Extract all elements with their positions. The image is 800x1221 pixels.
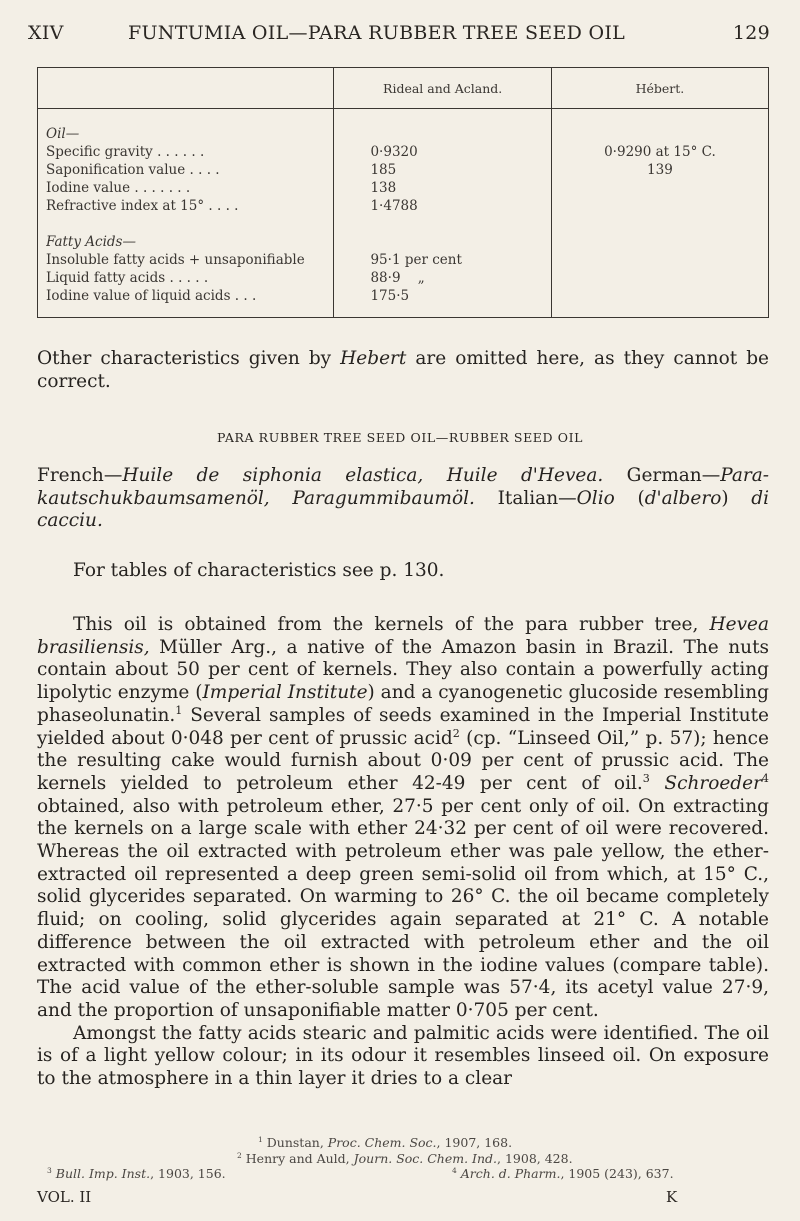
- volume-label: VOL. II: [37, 1188, 92, 1206]
- table-row-label: Liquid fatty acids . . . . .: [46, 270, 209, 286]
- table-cell-value: 0·9290 at 15° C.: [604, 144, 716, 160]
- rideal-values-cell: [334, 109, 551, 318]
- footnote-3-4: [37, 1166, 769, 1182]
- footnote-ref: 2: [452, 726, 460, 740]
- table-header-hebert: Hébert.: [551, 68, 768, 109]
- properties-table: [37, 67, 769, 318]
- table-row-label: Saponification value . . . .: [46, 162, 220, 178]
- table-row-label: Insoluble fatty acids + unsaponifiable: [46, 252, 305, 268]
- page-number: 129: [732, 22, 770, 44]
- footnote-2: $^2$ Henry and Auld, Journ. Soc. Chem. Ind., 1908, 428.: [237, 1150, 573, 1166]
- table-header-row: [38, 68, 769, 109]
- section-subheading: PARA RUBBER TREE SEED OIL—RUBBER SEED OIL: [216, 430, 584, 445]
- fatty-acids-section-heading: Fatty Acids—: [46, 234, 136, 250]
- footnote-1: $^1$ Dunstan, Proc. Chem. Soc., 1907, 168.: [258, 1134, 513, 1150]
- paragraph-table-reference: For tables of characteristics see p. 130.: [73, 560, 445, 581]
- table-row-label: Specific gravity . . . . . .: [46, 144, 205, 160]
- footnote-ref: 3: [642, 771, 650, 785]
- table-row-label: Iodine value of liquid acids . . .: [46, 288, 257, 304]
- table-cell-value: 0·9320: [370, 144, 418, 160]
- footnote-4: $^4$ Arch. d. Pharm., 1905 (243), 637.: [452, 1166, 674, 1182]
- table-cell-value: 95·1 per cent: [370, 252, 462, 268]
- table-cell-value: 138: [370, 180, 397, 196]
- table-row-label: Refractive index at 15° . . . .: [46, 198, 239, 214]
- table-cell-value: 88·9 „: [370, 270, 425, 286]
- table-cell-value: 175·5: [370, 288, 410, 304]
- oil-section-heading: Oil—: [46, 126, 80, 142]
- running-header: [28, 22, 770, 52]
- running-title: FUNTUMIA OIL—PARA RUBBER TREE SEED OIL: [128, 22, 626, 44]
- footnote-3: $^3$ Bull. Imp. Inst., 1903, 156.: [47, 1166, 226, 1182]
- table-row-label: Iodine value . . . . . . .: [46, 180, 191, 196]
- footnote-ref: 1: [175, 703, 183, 717]
- table-cell-value: 1·4788: [370, 198, 418, 214]
- chapter-number: XIV: [28, 22, 64, 44]
- table-cell-value: 139: [647, 162, 673, 178]
- signature-mark: K: [666, 1188, 678, 1206]
- property-labels-cell: [38, 109, 334, 318]
- paragraph-main-body: This oil is obtained from the kernels of the para rubber tree, Hevea brasiliensis, Müller Arg., a native of the Amazon basin in Brazil. The nuts contain about 50 per cent of kernels. They also contain a powerfully acting lipolytic enzyme (Imperial Institute) and a cyanogenetic glucoside resembling phaseolunatin.$^1$ Several samples of seeds examined in the Imperial Institute yielded about 0·048 per cent of prussic acid$^2$ (cp. “Linseed Oil,” p. 57); hence the resulting cake would furnish about 0·09 per cent of prussic acid. The kernels yielded to petroleum ether 42-49 per cent of oil.$^3$ Schroeder$^4$ obtained, also with petroleum ether, 27·5 per cent only of oil. On extracting the kernels on a large scale with ether 24·32 per cent of oil were recovered. Whereas the oil extracted with petroleum ether was pale yellow, the ether-extracted oil represented a deep green semi-solid oil from which, at 15° C., solid glycerides separated. On warming to 26° C. the oil became completely fluid; on cooling, solid glycerides again separated at 21° C. A notable difference between the oil extracted with petroleum ether and the oil extracted with common ether is shown in the iodine values (compare table). The acid value of the ether-soluble sample was 57·4, its acetyl value 27·9, and the proportion of unsaponifiable matter 0·705 per cent. Amongst the fatty acids stearic and palmitic acids were identified. The oil is of a light yellow colour; in its odour it resembles linseed oil. On exposure to the atmosphere in a thin layer it dries to a clear: [37, 614, 769, 1090]
- table-header-blank: [38, 68, 334, 109]
- table-cell-value: 185: [370, 162, 397, 178]
- hebert-values-cell: [551, 109, 768, 318]
- table-body-row: [38, 109, 769, 318]
- table-header-rideal: Rideal and Acland.: [334, 68, 551, 109]
- paragraph-names: French—Huile de siphonia elastica, Huile d'Hevea. German—Para-kautschukbaumsamenöl, Paragummibaumöl. Italian—Olio (d'albero) di cacciu.: [37, 465, 770, 532]
- footnote-ref: 4: [761, 771, 769, 785]
- footnotes: [37, 1135, 769, 1182]
- paragraph-omitted-characteristics: Other characteristics given by Hebert are omitted here, as they cannot be correct.: [37, 348, 769, 392]
